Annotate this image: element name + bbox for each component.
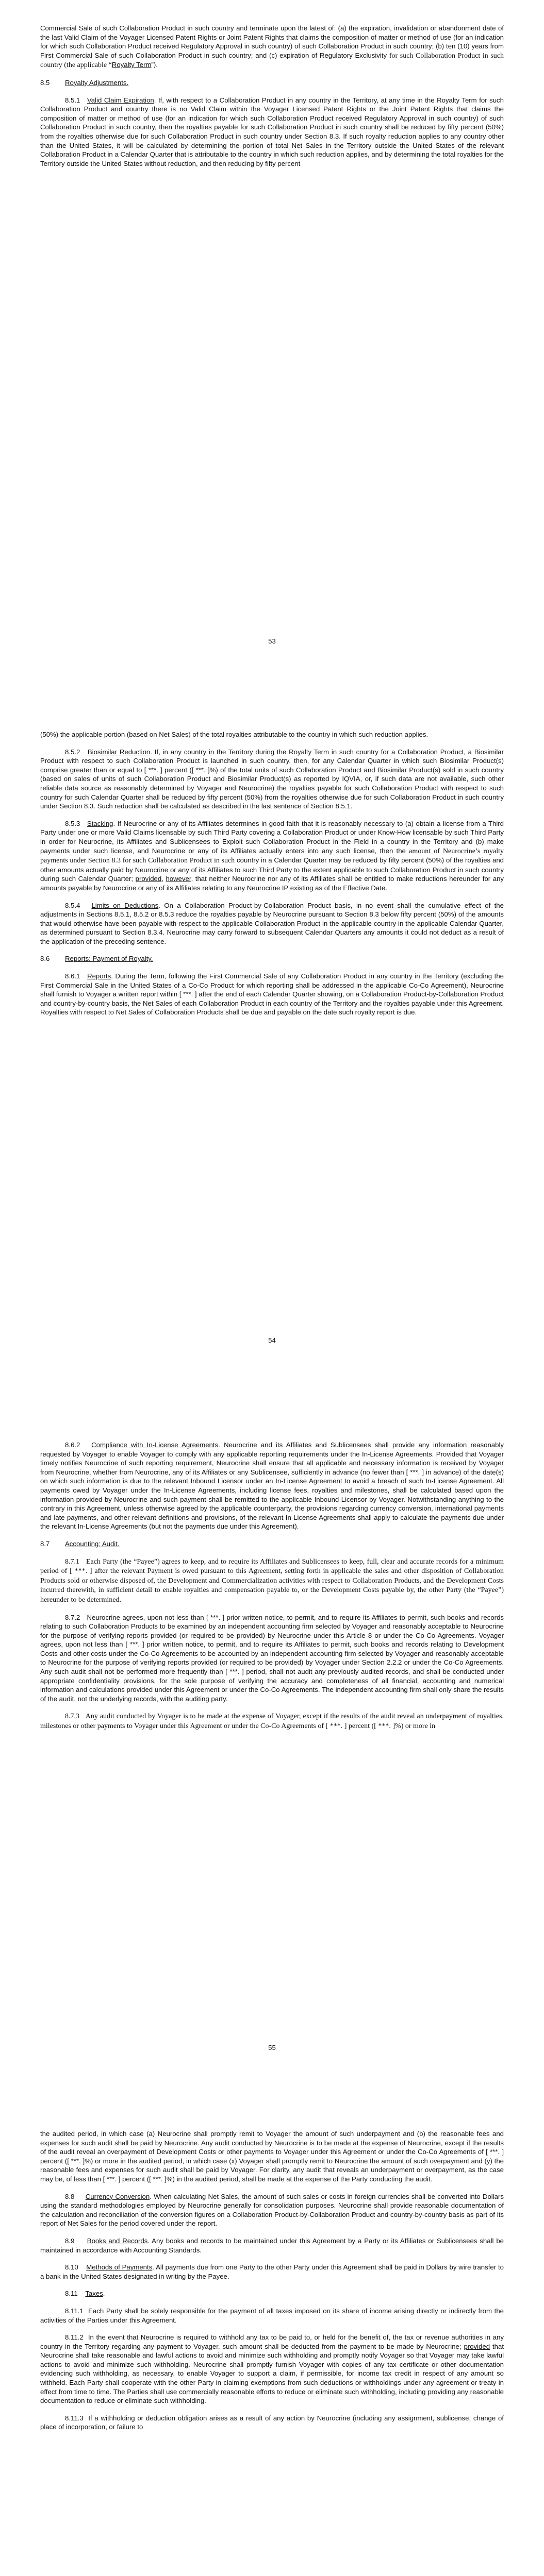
text-run: 8.11 xyxy=(65,2290,86,2298)
text-run: , that neither Neurocrine nor any of its Affiliates shall be entitled to make reductions hereunder for any amounts payable by Neurocrine or any of its Affiliates relating to any Neurocrine IP existing as of the Effective Date. xyxy=(40,875,504,892)
text-run: amount of Neurocrine’s royalty payments under Section 8.3 for such Collaboration Product in such xyxy=(40,847,504,865)
paragraph xyxy=(40,2289,504,2298)
text-run: . During the Term, following the First Commercial Sale of any Collaboration Product in any country in the Territory (excluding the First Commercial Sale in the United States of a Co-Co Product for which reporting shall be addressed in the applicable Co-Co Agreement), Neurocrine shall furnish to Voyager a written report within [ ***. ] after the end of each Calendar Quarter showing, on a Collaboration Product-by-Collaboration Product and country-by-country basis, the Net Sales of each Collaboration Product in each country of the Territory and the royalties payable under this Agreement. Royalties with respect to Net Sales of Collaboration Products shall be due and payable on the date such royalty report is due. xyxy=(40,972,504,1016)
document-page-55 xyxy=(0,1406,544,2110)
text-run: . Neurocrine and its Affiliates and Sublicensees shall provide any information reasonably requested by Voyager to enable Voyager to comply with any applicable reporting requirements under the In-License Agreements. Provided that Voyager timely notifies Neurocrine of such reporting requirement, Neurocrine shall ensure that all applicable and necessary information is received by Voyager from Neurocrine, whether from Neurocrine, any of its Affiliates or any Sublicensee, sufficiently in advance (no fewer than [ ***. ] in advance) of the date(s) on which such information is due to the relevant Inbound Licensor under an In-License Agreement to avoid a breach of such In-License Agreement. All payments owed by Voyager under the In-License Agreements, including license fees, royalties and milestones, shall be calculated based upon the information provided by Neurocrine and such payment shall be remitted to the applicable Inbound Licensor by Voyager. Notwithstanding anything to the contrary in this Agreement, unless otherwise agreed by the applicable counterparty, the provisions regarding currency conversion, international payments and late payments, and other relevant definitions and provisions, of the relevant In-License Agreements shall apply to calculate the payments due under the relevant In-License Agreements (but not the payments due under this Agreement). xyxy=(40,1441,504,1531)
underlined-text: Compliance with In-License Agreements xyxy=(91,1441,219,1449)
text-run: ”). xyxy=(151,61,158,69)
page-content xyxy=(40,1440,504,1739)
text-run: 8.9 xyxy=(65,2236,87,2245)
underlined-text: Valid Claim Expiration xyxy=(87,96,154,104)
underlined-text: Biosimilar Reduction xyxy=(87,748,151,756)
paragraph xyxy=(40,1613,504,1704)
paragraph xyxy=(40,24,504,70)
text-run: Commercial Sale of such Collaboration Product in such country and terminate upon the latest of: (a) the expiration, invalidation or abandonment date of the last Valid Claim of the Voyager Licensed Patent Rights or Joint Patent Rights that claims the composition of matter or method of use (for an indication for which such Collaboration Product received Regulatory Approval in such country) of such Collaboration Product in such country; (b) ten (10) years from First Commercial Sale of such Collaboration Product in such country; and (c) expiration of Regulatory Exclusivity xyxy=(40,24,504,59)
paragraph xyxy=(40,819,504,893)
text-run: 8.7.2 Neurocrine agrees, upon not less than [ ***. ] prior written notice, to permit, and to require its Affiliates to permit, such books and records relating to such Collaboration Products to be examined by an independent accounting firm selected by Voyager and reasonably acceptable to Neurocrine for the purpose of verifying reports provided (or required to be provided) by Neurocrine under this Article 8 or under the Co-Co Agreements. Voyager agrees, upon not less than [ ***. ] prior written notice, to permit, and to require its Affiliates to permit, such books and records relating to Development Costs and other costs under the Co-Co Agreements to be accounted by an independent accounting firm selected by Voyager and reasonably acceptable to Neurocrine for the purpose of verifying reports provided (or required to be provided) by Voyager under Section 2.2.2 or under the Co-Co Agreements. Any such audit shall not be performed more frequently than [ ***. ] period, shall not audit any previously audited records, and shall be conducted under appropriate confidentiality provisions, for the sole purpose of verifying the accuracy and completeness of all financial, accounting and numerical information and calculations provided under this Agreement or under the Co-Co Agreements. The independent accounting firm shall only share the results of the audit, not the underlying records, with the auditing party. xyxy=(40,1613,504,1703)
text-run: 8.5.3 xyxy=(65,819,87,827)
page-content xyxy=(40,730,504,1025)
text-run: 8.5.1 xyxy=(65,96,87,104)
document-page-53 xyxy=(0,0,544,703)
page-number: 54 xyxy=(268,1336,276,1344)
paragraph xyxy=(40,901,504,946)
section-number: 8.5 xyxy=(40,78,50,87)
paragraph xyxy=(40,730,504,739)
section-heading xyxy=(40,1539,504,1549)
page-content xyxy=(40,24,504,176)
paragraph xyxy=(40,2263,504,2281)
underlined-text: provided xyxy=(135,875,162,883)
text-run: . xyxy=(103,2290,105,2298)
underlined-text: Currency Conversion xyxy=(85,2192,150,2200)
text-run: that Neurocrine shall take reasonable and lawful actions to avoid and minimize such withholding and promptly notify Voyager so that Voyager may take lawful actions to avoid and minimize such withholding. Neurocrine shall promptly furnish Voyager with copies of any tax certificate or other documentation evidencing such withholding, as necessary, to enable Voyager to support a claim, if permissible, for income tax credit in respect of any amount so withheld. Each Party shall cooperate with the other Party in claiming exemptions from such deductions or withholdings under any agreement or treaty in effect from time to time. The Parties shall use commercially reasonable efforts to reduce or eliminate such withholding, including providing any reasonable documentation to reduce or eliminate such withholding. xyxy=(40,2342,504,2405)
paragraph xyxy=(40,972,504,1017)
text-run: . Any books and records to be maintained under this Agreement by a Party or its Affiliates or Sublicensees shall be maintained in accordance with Accounting Standards. xyxy=(40,2236,504,2254)
document-page-56 xyxy=(0,2110,544,2576)
text-run: the audited period, in which case (a) Neurocrine shall promptly remit to Voyager the amount of such underpayment and (b) the reasonable fees and expenses for such audit shall be paid by Neurocrine. Any audit conducted by Neurocrine is to be made at the expense of Neurocrine, except if the results of the audit reveal an overpayment of Development Costs or other payments to Voyager under this Agreement or under the Co-Co Agreements of [ ***. ] percent ([ ***. ]%) or more in the audited period, in which case (x) Voyager shall promptly remit to Neurocrine the amount of such overpayment and (y) the reasonable fees and expenses for such audit shall be paid by Voyager. For clarity, any audit that reveals an underpayment or overpayment, as the case may be, of less than [ ***. ] percent ([ ***. ]%) in the audited period, shall be made at the expense of the Party conducting the audit. xyxy=(40,2130,504,2183)
section-title: Reports; Payment of Royalty. xyxy=(65,955,153,963)
text-run: 8.8 xyxy=(65,2192,86,2200)
paragraph xyxy=(40,96,504,168)
section-number: 8.6 xyxy=(40,955,50,963)
document-page-54 xyxy=(0,703,544,1406)
underlined-text: Royalty Term xyxy=(111,61,152,69)
paragraph xyxy=(40,2307,504,2325)
paragraph xyxy=(40,2192,504,2228)
text-run: , xyxy=(161,875,166,883)
text-run: for such Collaboration Product in such country (the applicable “ xyxy=(40,52,504,70)
text-run: 8.5.4 xyxy=(65,901,92,909)
underlined-text: Limits on Deductions xyxy=(91,901,159,909)
text-run: country in a Calendar Quarter may be reduced by fifty percent (50%) of the royalties and other amounts actually paid by Neurocrine or any of its Affiliates to such Third Party to the extent applicable to such Collaboration Product in such country during such Calendar Quarter; xyxy=(40,856,504,883)
text-run: 8.7.1 Each Party (the “Payee”) agrees to keep, and to require its Affiliates and Sublicensees to keep, full, clear and accurate records for a minimum period of [ ***. ] after the relevant Payment is owed pursuant to this Agreement, setting forth in applicable the sales and other disposition of Collaboration Products sold or otherwise disposed of, the Development and Commercialization activities with respect to Collaboration Products, and the Development Costs incurred therewith, in sufficient detail to enable royalties and compensation payable to, or the Development Costs payable by, the other Party (the “Payee”) hereunder to be determined. xyxy=(40,1557,504,1604)
text-run: . If Neurocrine or any of its Affiliates determines in good faith that it is reasonably necessary to (a) obtain a license from a Third Party under one or more Valid Claims licensable by such Third Party covering a Collaboration Product or under Know-How licensable by such Third Party in order for Neurocrine, its Affiliates and Sublicensees to Exploit such Collaboration Product in the Field in a country in the Territory and (b) make payments under such license, and Neurocrine or any of its Affiliates actually enters into any such license, then the xyxy=(40,819,504,855)
text-run: 8.5.2 xyxy=(65,748,88,756)
text-run: 8.7.3 Any audit conducted by Voyager is to be made at the expense of Voyager, except if the results of the audit reveal an underpayment of royalties, milestones or other payments to Voyager under this Agreement or under the Co-Co Agreements of [ ***. ] percent ([ ***. ]%) or more in xyxy=(40,1713,504,1731)
page-number: 55 xyxy=(268,2044,276,2052)
section-title: Royalty Adjustments. xyxy=(65,78,129,87)
page-number: 53 xyxy=(268,637,276,645)
paragraph xyxy=(40,1557,504,1605)
text-run: . On a Collaboration Product-by-Collaboration Product basis, in no event shall the cumulative effect of the adjustments in Sections 8.5.1, 8.5.2 or 8.5.3 reduce the royalties payable by Neurocrine pursuant to Section 8.3 below fifty percent (50%) of the amounts that would otherwise have been payable with respect to the applicable Collaboration Product in the applicable country in the applicable Calendar Quarter, as determined pursuant to Section 8.3.4. Neurocrine may carry forward to subsequent Calendar Quarters any amounts it could not deduct as a result of the application of the preceding sentence. xyxy=(40,901,504,945)
section-number: 8.7 xyxy=(40,1539,50,1548)
text-run: 8.6.2 xyxy=(65,1441,92,1449)
underlined-text: however xyxy=(166,875,191,883)
text-run: 8.10 xyxy=(65,2263,87,2272)
paragraph xyxy=(40,2236,504,2255)
text-run: . If, with respect to a Collaboration Product in any country in the Territory, at any time in the Royalty Term for such Collaboration Product and country there is no Valid Claim within the Voyager Licensed Patent Rights or the Joint Patent Rights that claims the composition of matter or method of use (for an indication for which such Collaboration Product received Regulatory Approval in such country) of such Collaboration Product in such country, then the royalties payable for such Collaboration Product in such country shall be reduced by fifty percent (50%) from the royalties otherwise due for such Collaboration Product in such country under Section 8.3. If such royalty reduction applies to any country other than the United States, it will be calculated by determining the portion of total Net Sales in the Territory outside the United States of the relevant Collaboration Product in a Calendar Quarter that is attributable to the country in which such reduction applies, and by determining the total royalties for the Territory outside the United States without reduction, and then reducing by fifty percent xyxy=(40,96,504,167)
text-run: . If, in any country in the Territory during the Royalty Term in such country for a Collaboration Product, a Biosimilar Product with respect to such Collaboration Product is launched in such country, then, for any Calendar Quarter in which such Biosimilar Product(s) comprise greater than or equal to [ ***. ] percent ([ ***. ]%) of the total units of such Collaboration Product and Biosimilar Product(s) sold in such country (based on sales of units of such Collaboration Product and Biosimilar Product(s) as reported by IQVIA, or, if such data are not available, such other reliable data source as reasonably determined by Voyager and Neurocrine) the royalties payable for such Collaboration Product with respect to such country for such Calendar Quarter shall be reduced by fifty percent (50%) from the royalties otherwise due for such Collaboration Product in such country under Section 8.3. Such reduction shall be calculated as described in the last sentence of Section 8.5.1. xyxy=(40,748,504,810)
underlined-text: Taxes xyxy=(85,2290,103,2298)
section-heading xyxy=(40,954,504,963)
paragraph xyxy=(40,2333,504,2405)
section-title: Accounting; Audit. xyxy=(65,1539,120,1548)
paragraph xyxy=(40,2129,504,2184)
paragraph xyxy=(40,2414,504,2432)
text-run: 8.6.1 xyxy=(65,972,88,980)
paragraph xyxy=(40,1711,504,1731)
underlined-text: Methods of Payments xyxy=(86,2263,153,2272)
underlined-text: Stacking xyxy=(87,819,113,827)
underlined-text: Books and Records xyxy=(87,2236,148,2245)
text-run: . When calculating Net Sales, the amount of such sales or costs in foreign currencies shall be converted into Dollars using the standard methodologies employed by Neurocrine generally for consolidation purposes. Neurocrine shall provide reasonable documentation of the calculation and reconciliation of the conversion figures on a Collaboration Product-by-Collaboration Product and country-by-country basis as part of its report of Net Sales for the period covered under the report. xyxy=(40,2192,504,2228)
text-run: 8.11.3 If a withholding or deduction obligation arises as a result of any action by Neurocrine (including any assignment, sublicense, change of place of incorporation, or failure to xyxy=(40,2414,504,2431)
text-run: . All payments due from one Party to the other Party under this Agreement shall be paid in Dollars by wire transfer to a bank in the United States designated in writing by the Payee. xyxy=(40,2263,504,2280)
text-run: (50%) the applicable portion (based on Net Sales) of the total royalties attributable to the country in which such reduction applies. xyxy=(40,731,428,738)
page-content xyxy=(40,2129,504,2440)
underlined-text: Reports xyxy=(87,972,111,980)
text-run: 8.11.1 Each Party shall be solely responsible for the payment of all taxes imposed on its share of income arising directly or indirectly from the activities of the Parties under this Agreement. xyxy=(40,2307,504,2324)
text-run: 8.11.2 In the event that Neurocrine is required to withhold any tax to be paid to, or held for the benefit of, the tax or revenue authorities in any country in the Territory regarding any payment to Voyager, such amount shall be deducted from the payment to be made by Neurocrine; xyxy=(40,2333,504,2350)
paragraph xyxy=(40,748,504,811)
section-heading xyxy=(40,78,504,88)
underlined-text: provided xyxy=(464,2342,490,2350)
paragraph xyxy=(40,1440,504,1531)
